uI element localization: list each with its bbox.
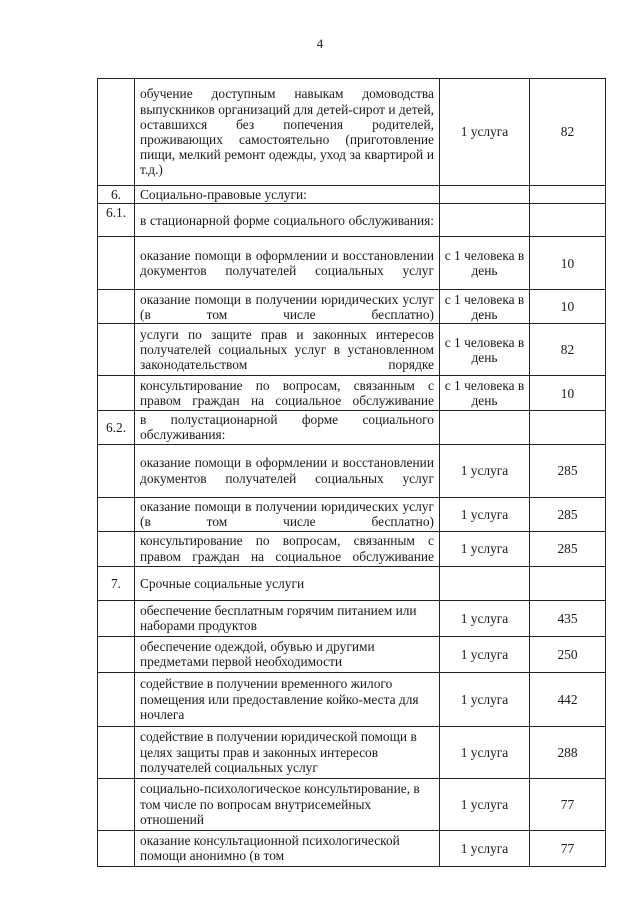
- service-unit: [440, 566, 530, 600]
- service-price: 435: [530, 600, 606, 636]
- table-row: [98, 830, 606, 866]
- service-unit: [440, 204, 530, 237]
- table-row: [98, 324, 606, 376]
- service-price: 82: [530, 324, 606, 376]
- row-number: [98, 79, 135, 186]
- service-name: консультирование по вопросам, связанным с правом граждан на социальное обслуживание: [135, 531, 440, 566]
- table-row: [98, 726, 606, 778]
- row-number: [98, 672, 135, 726]
- service-unit: с 1 человека в день: [440, 324, 530, 376]
- service-unit: с 1 человека в день: [440, 237, 530, 290]
- service-unit: 1 услуга: [440, 79, 530, 186]
- service-name: обучение доступным навыкам домоводства выпускников организаций для детей-сирот и детей, оставшихся без попечения родителей, проживающих самостоятельно (приготовление пищи, мелкий ремонт одежды, уход за квартирой и т.д.): [135, 79, 440, 186]
- service-price: 10: [530, 290, 606, 324]
- table-row: [98, 566, 606, 600]
- service-name: оказание помощи в оформлении и восстановлении документов получателей социальных услуг: [135, 444, 440, 497]
- service-name: в стационарной форме социального обслуживания:: [135, 204, 440, 237]
- service-price: 82: [530, 79, 606, 186]
- row-number: [98, 636, 135, 672]
- service-price: [530, 204, 606, 237]
- service-unit: 1 услуга: [440, 726, 530, 778]
- row-number: [98, 237, 135, 290]
- services-table-body: [98, 79, 606, 867]
- service-name: социально-психологическое консультирование, в том числе по вопросам внутрисемейных отношений: [135, 778, 440, 830]
- row-number: 6.2.: [98, 411, 135, 444]
- service-unit: 1 услуга: [440, 497, 530, 531]
- service-name: оказание помощи в оформлении и восстановлении документов получателей социальных услуг: [135, 237, 440, 290]
- page-number: 4: [316, 36, 324, 51]
- table-row: [98, 531, 606, 566]
- service-name: содействие в получении временного жилого помещения или предоставление койко-места для ночлега: [135, 672, 440, 726]
- service-unit: 1 услуга: [440, 600, 530, 636]
- service-name: обеспечение одеждой, обувью и другими предметами первой необходимости: [135, 636, 440, 672]
- table-row: [98, 600, 606, 636]
- row-number: [98, 830, 135, 866]
- service-unit: 1 услуга: [440, 830, 530, 866]
- row-number: [98, 290, 135, 324]
- service-name: Срочные социальные услуги: [135, 566, 440, 600]
- row-number: [98, 600, 135, 636]
- row-number: [98, 531, 135, 566]
- row-number: [98, 497, 135, 531]
- service-name: услуги по защите прав и законных интересов получателей социальных услуг в установленном законодательством порядке: [135, 324, 440, 376]
- service-price: 77: [530, 778, 606, 830]
- service-unit: [440, 411, 530, 444]
- row-number: 6.: [98, 186, 135, 204]
- service-name: оказание помощи в получении юридических услуг (в том числе бесплатно): [135, 497, 440, 531]
- service-price: 285: [530, 531, 606, 566]
- service-unit: 1 услуга: [440, 531, 530, 566]
- service-name: обеспечение бесплатным горячим питанием или наборами продуктов: [135, 600, 440, 636]
- service-price: 10: [530, 376, 606, 411]
- service-price: 285: [530, 497, 606, 531]
- row-number: [98, 376, 135, 411]
- service-price: [530, 186, 606, 204]
- service-name: в полустационарной форме социального обслуживания:: [135, 411, 440, 444]
- service-price: 442: [530, 672, 606, 726]
- row-number: 7.: [98, 566, 135, 600]
- row-number: 6.1.: [98, 204, 135, 237]
- service-name: Социально-правовые услуги:: [135, 186, 440, 204]
- table-row: [98, 636, 606, 672]
- table-row: [98, 444, 606, 497]
- service-unit: 1 услуга: [440, 636, 530, 672]
- service-price: [530, 411, 606, 444]
- table-row: [98, 79, 606, 186]
- row-number: [98, 444, 135, 497]
- service-unit: 1 услуга: [440, 672, 530, 726]
- service-unit: [440, 186, 530, 204]
- table-row: [98, 778, 606, 830]
- row-number: [98, 324, 135, 376]
- table-row: [98, 411, 606, 444]
- table-row: [98, 204, 606, 237]
- service-name: оказание консультационной психологической помощи анонимно (в том: [135, 830, 440, 866]
- service-unit: 1 услуга: [440, 778, 530, 830]
- service-name: содействие в получении юридической помощи в целях защиты прав и законных интересов получателей социальных услуг: [135, 726, 440, 778]
- service-price: 10: [530, 237, 606, 290]
- service-price: [530, 566, 606, 600]
- service-unit: с 1 человека в день: [440, 290, 530, 324]
- table-row: [98, 237, 606, 290]
- table-row: [98, 290, 606, 324]
- service-price: 288: [530, 726, 606, 778]
- table-row: [98, 497, 606, 531]
- table-row: [98, 376, 606, 411]
- service-unit: 1 услуга: [440, 444, 530, 497]
- service-unit: с 1 человека в день: [440, 376, 530, 411]
- service-price: 250: [530, 636, 606, 672]
- services-table: [97, 78, 606, 867]
- service-name: консультирование по вопросам, связанным с правом граждан на социальное обслуживание: [135, 376, 440, 411]
- table-row: [98, 672, 606, 726]
- service-price: 285: [530, 444, 606, 497]
- table-row: [98, 186, 606, 204]
- row-number: [98, 726, 135, 778]
- row-number: [98, 778, 135, 830]
- service-price: 77: [530, 830, 606, 866]
- service-name: оказание помощи в получении юридических услуг (в том числе бесплатно): [135, 290, 440, 324]
